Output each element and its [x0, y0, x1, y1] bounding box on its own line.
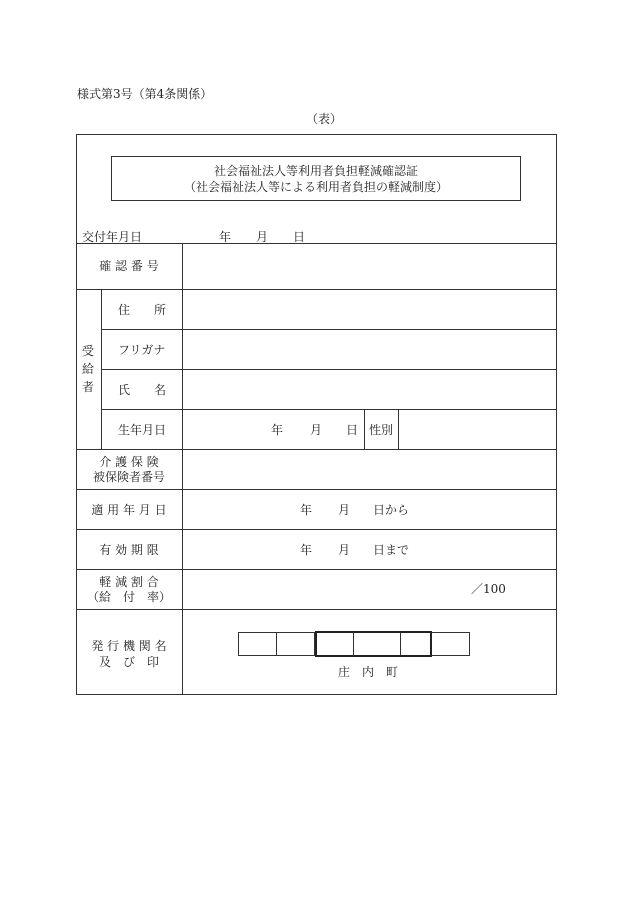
furigana-label: フリガナ: [118, 343, 166, 357]
apply-day: 日から: [373, 503, 410, 517]
row-divider: [76, 289, 557, 290]
row-divider: [76, 489, 557, 490]
insured-no-label-2: 被保険者番号: [92, 470, 165, 484]
row-divider: [101, 329, 557, 330]
row-divider: [76, 449, 557, 450]
row-divider: [76, 609, 557, 610]
column-divider: [398, 409, 399, 449]
confirm-no-label: 確 認 番 号: [99, 259, 159, 273]
valid-period-label: 有 効 期 限: [99, 543, 159, 557]
apply-month: 月: [338, 503, 351, 517]
birth-year: 年: [271, 423, 284, 437]
issue-date-label: 交付年月日: [82, 230, 143, 244]
column-divider: [182, 243, 183, 695]
apply-year: 年: [300, 503, 313, 517]
address-label: 住 所: [118, 303, 167, 317]
valid-month: 月: [338, 543, 351, 557]
recipient-label-3: 者: [82, 380, 95, 394]
issuer-label-1: 発 行 機 関 名: [91, 639, 167, 653]
recipient-label-1: 受: [82, 344, 95, 358]
title-line1: 社会福祉法人等利用者負担軽減確認証: [213, 164, 418, 178]
row-divider: [101, 369, 557, 370]
recipient-label-2: 給: [82, 362, 95, 376]
column-divider: [101, 289, 102, 449]
valid-year: 年: [300, 543, 313, 557]
birth-month: 月: [310, 423, 323, 437]
issue-month: 月: [256, 230, 269, 244]
form-id: 様式第3号（第4条関係）: [77, 87, 213, 101]
apply-date-label: 適 用 年 月 日: [91, 503, 167, 517]
issuer-number-cell: [238, 632, 277, 656]
issuer-number-divider: [400, 632, 401, 656]
birthdate-label: 生年月日: [118, 423, 167, 437]
reduction-value: ／100: [471, 582, 506, 596]
gender-label: 性別: [369, 423, 394, 437]
valid-day: 日まで: [373, 543, 410, 557]
birth-day: 日: [346, 423, 359, 437]
name-label: 氏 名: [118, 383, 167, 397]
row-divider: [76, 529, 557, 530]
issuer-number-highlight: [315, 631, 432, 657]
issue-day: 日: [293, 230, 306, 244]
column-divider: [364, 409, 365, 449]
reduction-label-1: 軽 減 割 合: [99, 575, 159, 589]
row-divider: [76, 243, 557, 244]
title-line2: （社会福祉法人等による利用者負担の軽減制度）: [183, 180, 448, 194]
row-divider: [101, 409, 557, 410]
issuer-number-divider: [353, 632, 354, 656]
issue-year: 年: [219, 230, 232, 244]
insured-no-label-1: 介 護 保 険: [99, 455, 159, 469]
issuer-number-cell: [431, 632, 470, 656]
town-name: 庄 内 町: [338, 665, 399, 679]
reduction-label-2: （給 付 率）: [86, 590, 171, 604]
side-label: （表）: [306, 112, 343, 126]
issuer-label-2: 及 び 印: [98, 655, 159, 669]
title-box: [111, 156, 521, 201]
row-divider: [76, 569, 557, 570]
issuer-number-cell: [276, 632, 315, 656]
form-frame: [76, 134, 557, 695]
